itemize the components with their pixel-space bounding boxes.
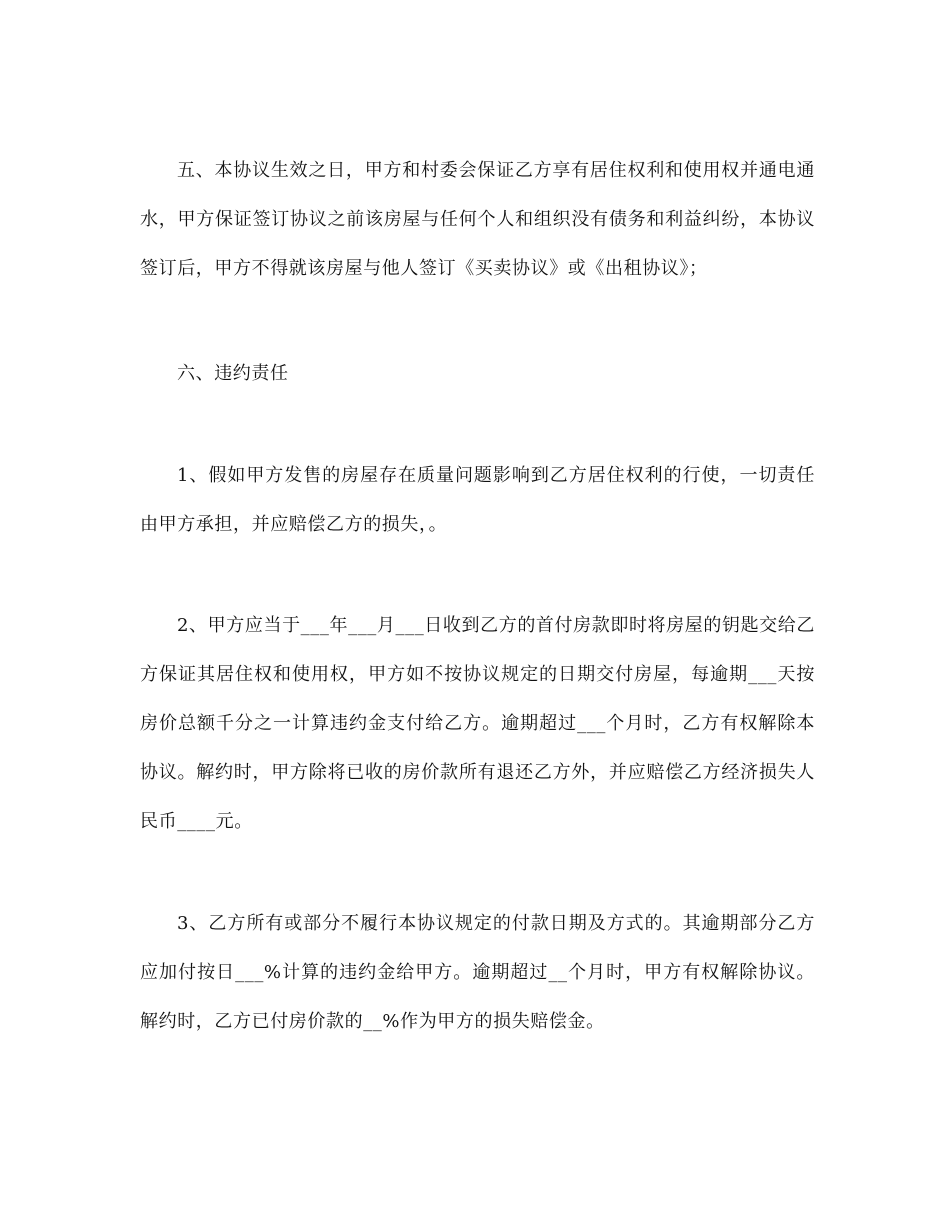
breach-item-3-paragraph: 3、乙方所有或部分不履行本协议规定的付款日期及方式的。其逾期部分乙方应加付按日___%计算的违约金给甲方。逾期超过__个月时，甲方有权解除协议。解约时，乙方已付房价款的__%作为甲方的损失赔偿金。 xyxy=(140,913,815,1032)
breach-item-2-paragraph: 2、甲方应当于___年___月___日收到乙方的首付房款即时将房屋的钥匙交给乙方保证其居住权和使用权，甲方如不按协议规定的日期交付房屋，每逾期___天按房价总额千分之一计算违约金支付给乙方。逾期超过___个月时，乙方有权解除本协议。解约时，甲方除将已收的房价款所有退还乙方外，并应赔偿乙方经济损失人民币____元。 xyxy=(140,615,815,832)
breach-item-1-paragraph: 1、假如甲方发售的房屋存在质量问题影响到乙方居住权利的行使，一切责任由甲方承担，并应赔偿乙方的损失，。 xyxy=(140,465,815,535)
clause-five-paragraph: 五、本协议生效之日，甲方和村委会保证乙方享有居住权利和使用权并通电通水，甲方保证签订协议之前该房屋与任何个人和组织没有债务和利益纠纷，本协议签订后，甲方不得就该房屋与他人签订《买卖协议》或《出租协议》； xyxy=(140,160,815,279)
section-heading-breach-liability: 六、违约责任 xyxy=(177,363,289,384)
